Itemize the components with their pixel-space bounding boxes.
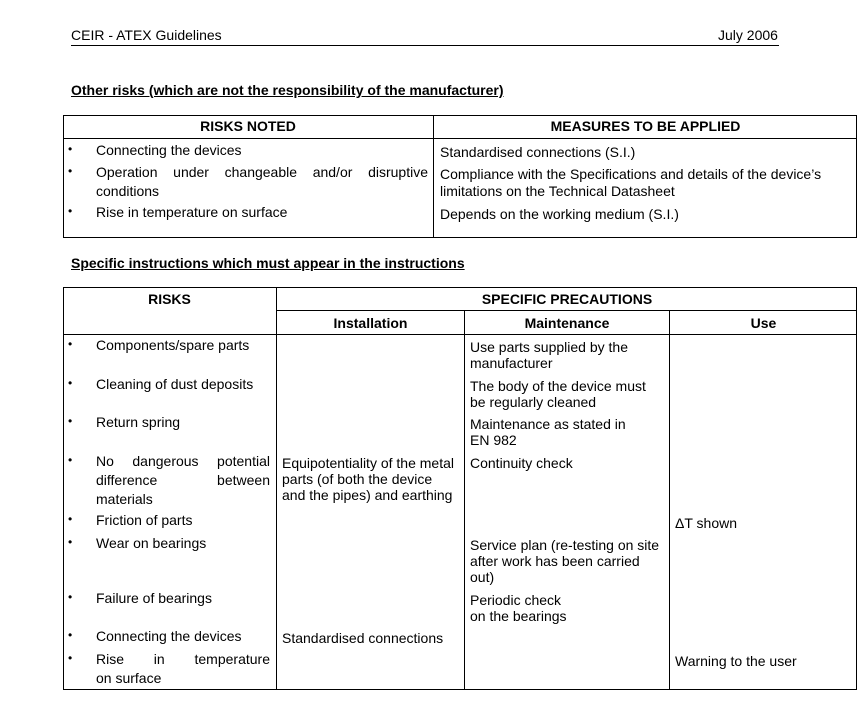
section-title-other-risks: Other risks (which are not the responsibility of the manufacturer) [71,82,504,98]
measure-item: Compliance with the Specifications and details of the device’s [440,166,822,182]
risk-item: Wear on bearings [96,535,207,551]
maintenance-item: Continuity check [470,455,573,471]
bullet: • [68,453,73,467]
risks-noted-header: RISKS NOTED [200,118,296,134]
risk-item-continued: conditions [96,183,160,199]
installation-header: Installation [333,315,408,331]
maintenance-item: Periodic check [470,592,562,608]
bullet: • [68,142,73,156]
measure-item-continued: limitations on the Technical Datasheet [440,183,675,199]
risk-item-continued: materials [96,491,153,507]
measures-header: MEASURES TO BE APPLIED [550,118,741,134]
risk-item: Rise in temperature [96,651,270,667]
maintenance-item-continued: be regularly cleaned [470,394,597,410]
installation-item: Equipotentiality of the metal [282,455,454,471]
maintenance-item: The body of the device must [470,378,646,394]
risk-item: No dangerous potential [96,453,270,469]
maintenance-item-continued: out) [470,569,495,585]
maintenance-item: Service plan (re-testing on site [470,537,660,553]
risk-item: Components/spare parts [96,337,250,353]
document-header-title: CEIR - ATEX Guidelines [71,27,222,43]
bullet: • [68,204,73,218]
bullet: • [68,651,73,665]
instructions-table-divider [276,287,277,690]
bullet: • [68,337,73,351]
maintenance-header: Maintenance [524,315,610,331]
bullet: • [68,376,73,390]
instructions-table-divider [669,310,670,690]
bullet: • [68,512,73,526]
maintenance-item-continued: EN 982 [470,432,517,448]
risk-item-continued: difference between [96,472,270,488]
installation-item-continued: parts (of both the device [282,471,433,487]
use-item: Warning to the user [675,653,797,669]
maintenance-item-continued: after work has been carried [470,553,640,569]
bullet: • [68,164,73,178]
maintenance-item-continued: manufacturer [470,355,553,371]
risk-item: Return spring [96,414,181,430]
bullet: • [68,414,73,428]
risk-item: Failure of bearings [96,590,212,606]
risk-item: Connecting the devices [96,142,242,158]
risks-header: RISKS [148,291,191,307]
use-item: ΔT shown [675,515,738,531]
risk-item: Connecting the devices [96,628,242,644]
bullet: • [68,628,73,642]
instructions-table-header-rule [63,334,857,335]
risk-item: Cleaning of dust deposits [96,376,254,392]
instructions-table-divider [464,310,465,690]
risk-item: Rise in temperature on surface [96,204,288,220]
installation-item: Standardised connections [282,630,444,646]
risk-item: Operation under changeable and/or disruptive [96,164,428,180]
instructions-table-subheader-rule [276,310,857,311]
bullet: • [68,590,73,604]
maintenance-item: Maintenance as stated in [470,416,626,432]
use-header: Use [750,315,777,331]
maintenance-item: Use parts supplied by the [470,339,628,355]
risk-item: Friction of parts [96,512,193,528]
risk-item-continued: on surface [96,670,162,686]
bullet: • [68,535,73,549]
measure-item: Depends on the working medium (S.I.) [440,206,679,222]
header-rule [71,45,779,46]
measure-item: Standardised connections (S.I.) [440,144,636,160]
specific-precautions-header: SPECIFIC PRECAUTIONS [481,291,653,307]
document-header-date: July 2006 [718,27,778,43]
risks-table-header-rule [63,138,857,139]
installation-item-continued: and the pipes) and earthing [282,487,453,503]
maintenance-item-continued: on the bearings [470,608,567,624]
section-title-specific-instructions: Specific instructions which must appear in the instructions [71,255,465,271]
